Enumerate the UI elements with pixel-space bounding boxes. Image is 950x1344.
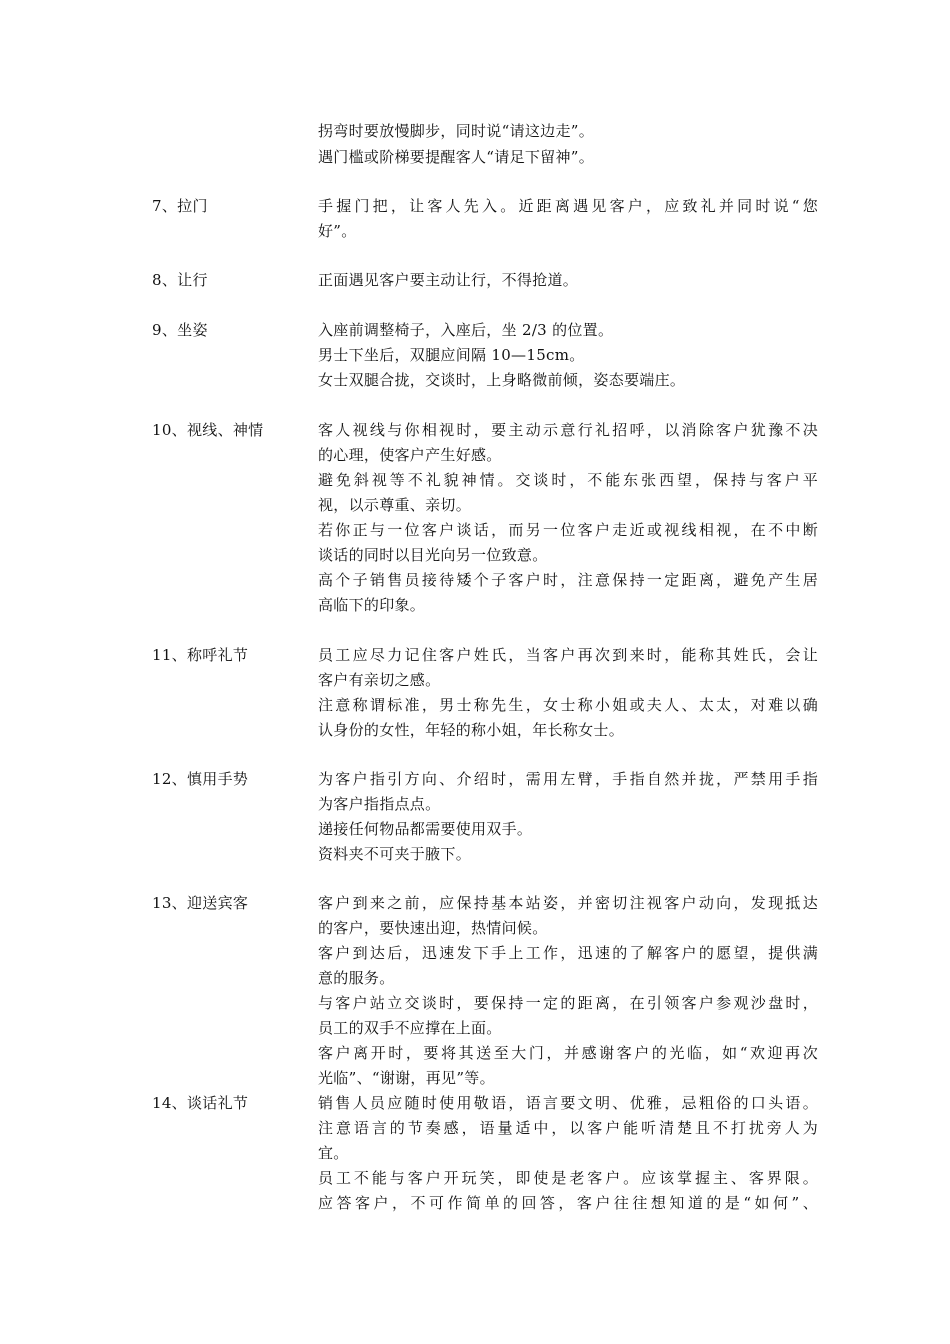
section-8-line-4: 应答客户，不可作简单的回答，客户往往想知道的是“如何”、 [318,1194,818,1212]
section-4-line-3: 视，以示尊重、亲切。 [318,496,472,514]
section-1-line-1: 好”。 [318,222,357,240]
section-7-line-2: 客户到达后，迅速发下手上工作，迅速的了解客户的愿望，提供满 [318,944,818,962]
section-4-line-0: 客人视线与你相视时，要主动示意行礼招呼，以消除客户犹豫不决 [318,421,818,439]
section-7-line-1: 的客户，要快速出迎，热情问候。 [318,919,548,937]
section-7-line-3: 意的服务。 [318,969,395,987]
section-1-line-0: 手握门把，让客人先入。近距离遇见客户，应致礼并同时说“您 [318,197,818,215]
section-6-line-2: 递接任何物品都需要使用双手。 [318,820,533,838]
section-7-line-6: 客户离开时，要将其送至大门，并感谢客户的光临，如“欢迎再次 [318,1044,818,1062]
section-3-line-0: 入座前调整椅子，入座后，坐 2/3 的位置。 [318,321,614,339]
section-heading-address-etiquette: 11、称呼礼节 [152,646,249,664]
section-3-line-1: 男士下坐后，双腿应间隔 10—15cm。 [318,346,585,364]
section-7-line-7: 光临”、“谢谢，再见”等。 [318,1069,495,1087]
section-heading-give-way: 8、让行 [152,271,208,289]
section-heading-sitting-posture: 9、坐姿 [152,321,208,339]
section-7-line-5: 员工的双手不应撑在上面。 [318,1019,502,1037]
section-4-line-5: 谈话的同时以目光向另一位致意。 [318,546,548,564]
section-heading-pull-door: 7、拉门 [152,197,208,215]
section-heading-gaze-expression: 10、视线、神情 [152,421,264,439]
section-8-line-0: 销售人员应随时使用敬语，语言要文明、优雅，忌粗俗的口头语。 [318,1094,818,1112]
section-heading-conversation-etiquette: 14、谈话礼节 [152,1094,249,1112]
section-4-line-2: 避免斜视等不礼貌神情。交谈时，不能东张西望，保持与客户平 [318,471,818,489]
section-4-line-7: 高临下的印象。 [318,596,426,614]
section-heading-gestures: 12、慎用手势 [152,770,249,788]
section-7-line-4: 与客户站立交谈时，要保持一定的距离，在引领客户参观沙盘时， [318,994,818,1012]
section-5-line-1: 客户有亲切之感。 [318,671,441,689]
section-4-line-1: 的心理，使客户产生好感。 [318,446,502,464]
section-8-line-2: 宜。 [318,1144,349,1162]
section-0-line-0: 拐弯时要放慢脚步，同时说“请这边走”。 [318,122,595,140]
section-3-line-2: 女士双腿合拢，交谈时，上身略微前倾，姿态要端庄。 [318,371,686,389]
section-5-line-0: 员工应尽力记住客户姓氏，当客户再次到来时，能称其姓氏，会让 [318,646,818,664]
section-2-line-0: 正面遇见客户要主动让行，不得抢道。 [318,271,579,289]
section-8-line-1: 注意语言的节奏感，语量适中，以客户能听清楚且不打扰旁人为 [318,1119,818,1137]
section-6-line-3: 资料夹不可夹于腋下。 [318,845,472,863]
section-5-line-3: 认身份的女性，年轻的称小姐，年长称女士。 [318,721,625,739]
section-heading-greeting-guests: 13、迎送宾客 [152,894,249,912]
section-4-line-6: 高个子销售员接待矮个子客户时，注意保持一定距离，避免产生居 [318,571,818,589]
section-0-line-1: 遇门槛或阶梯要提醒客人“请足下留神”。 [318,148,595,166]
section-4-line-4: 若你正与一位客户谈话，而另一位客户走近或视线相视，在不中断 [318,521,818,539]
section-8-line-3: 员工不能与客户开玩笑，即使是老客户。应该掌握主、客界限。 [318,1169,818,1187]
section-7-line-0: 客户到来之前，应保持基本站姿，并密切注视客户动向，发现抵达 [318,894,818,912]
section-6-line-1: 为客户指指点点。 [318,795,441,813]
section-6-line-0: 为客户指引方向、介绍时，需用左臂，手指自然并拢，严禁用手指 [318,770,818,788]
section-5-line-2: 注意称谓标准，男士称先生，女士称小姐或夫人、太太，对难以确 [318,696,818,714]
